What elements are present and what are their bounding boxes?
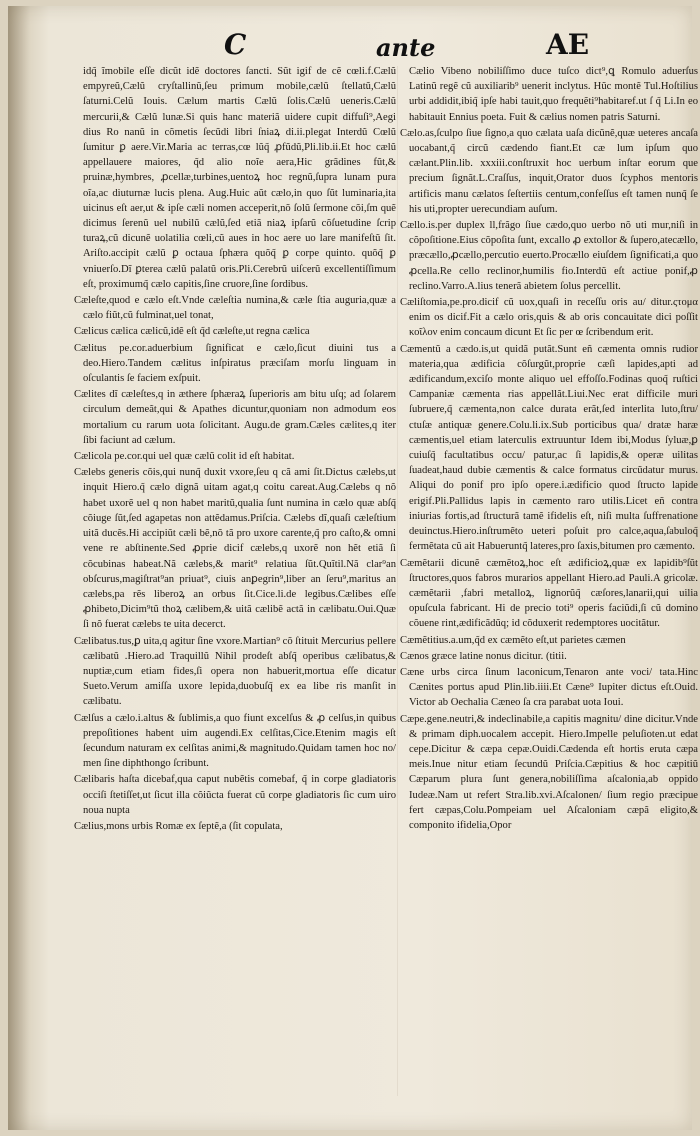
dictionary-entry: Cællo.is.per duplex ll,frãgo ſiue cædo,quo uerbo nõ uti mur,niſi in cõpoſitione.Eius cõpoſita ſunt, excallo ꝓ extollor & ſupero,atecællo, præcællo,ꝓcællo,percutio euerto.Procællo eiuſdem ſignificati,a quo ꝓcella.Re cello reclinor,humilis fio.Interdũ eſt actiue ponif,ꝓ reclino.Varro.A.lius tenerã abietem ſolus percellit. — [400, 220, 698, 292]
dictionary-entry: Cælicola pe.cor.qui uel quæ cælũ colit id eſt habitat. — [74, 451, 295, 463]
header-center-word: ante — [376, 33, 436, 62]
dictionary-entry: Cæne urbs circa ſinum laconicum,Tenaron ante voci/ tata.Hinc Cænites portus apud Plin.lib.iiii.Et Cæne⁹ Iupiter dictus eſt.Ouid. Victor ab Oechalia Cæneo ſa cra parabat uota Ioui. — [400, 666, 698, 709]
dictionary-entry: Cæmẽtarii dicunẽ cæmẽtoꝝ,hoc eſt ædificioꝝ,quæ ex lapidib⁹ſũt ſtructores,quos fabros murarios appellant Hiero.ad Pauli.A gricolæ. cæmẽtarii ,fabri metalloꝝ, lignorũq̃ cæſores,lanarii,qui uilia opuſcula fabricant. Hi de precio toti⁹ operis faciũdi,ſi cũ domino cõuene rint,ædificãdũq; id cõduxerit redemptores uocitãtur. — [400, 557, 698, 630]
dictionary-entry: Cæmentũ a cædo.is,ut quidã putãt.Sunt eñ cæmenta omnis rudior materia,qua ædificia cõſurgũt,proprie cæſi lapides,apti ad ædificandum,exciſo monte aliquo uel effoſſo.Fodinas quoq̃ ruſtici Campaniæ cæmenta rias appellãt.Liui.Nec erat difficile muri ſubruere,q̃ cæmenta,non calce durata erãt,ſed interlita luto,ſtru/ ctuſæ antiquæ genere.Colu.li.ix.Sub porticibus qua/ dratæ haræ cæmentis,uel etiam laterculis extruuntur Idem ibi,Modus ſyluæ,ꝑ cuiuſq̃ facultatibus occu/ patur,ac ſi lapidis,& operæ uilitas ſuadeat,haud dubie cæmentis & calce formatus circũdatur murus. Aliqui do ponif pro ipſo opere.i.ædificio quod ſtructo lapide erigif.Pli.Pallidus lapis in cæmento raro utilis.Licet eñ contra iniurias fortis,ad ſtructurã tamẽ ifidelis eſt, niſi multa ſuffrenatione deuinctus.Hiero.inſtrumẽto ueteri poſuit pro calce,aqua,ſabuloq̃ fermẽtata cũ ait Habueruntq̃ lateres,pro ſaxis,bitumen pro cæmento. — [400, 343, 698, 553]
dictionary-entry: Cælitus pe.cor.aduerbium ſignificat e cælo,ſicut diuini tus a deo.Hiero.Tandem cælitus inſpiratus præciſam morſu linguam in oſculantis ſe faciem exſpuit. — [74, 342, 396, 385]
right-text-column — [400, 64, 698, 1104]
book-page — [8, 6, 698, 1130]
left-text-column — [74, 64, 396, 1104]
dictionary-entry: Cælites dĩ cæleſtes,q in æthere ſphæraꝝ ſuperioris am bitu uſq; ad ſolarem circulum demeãt,qui & Apathes dicuntur,quoniam non admodum eos mortalium cu rarum uota ſolicitant. Augu.de gram.Cæles cælites,q iter ſibi faciunt ad cælum. — [74, 389, 396, 446]
page-gutter-shadow — [8, 6, 30, 1130]
dictionary-entry: Cæpe.gene.neutri,& indeclinabile,a capitis magnitu/ dine dicitur.Vnde & primam diph.uocalem accepit. Hiero.Impelle peluſioten.ut edat cepe.Dicitur & cæpa cepæ.Ouidi.Cædenda eſt hortis eruta cæpa meis.Inue nitur etiam ſecundũ Priſcia.Cæpitius & hoc cæpitiũ Cæparum plura ſunt genera,nobiliſſima aſcalonia,ab oppido Iudeæ.Nam ut refert Stra.lib.xvi.Aſcalonen/ ſium regio præcipue fert cæpas,Colu.Pompeiam uel Aſcaloniam cæpã eligito,& componito ifidelia,Opor — [400, 713, 698, 831]
dictionary-entry: Cælo.as,ſculpo ſiue ſigno,a quo cælata uaſa dicũnẽ,quæ ueteres ancaſa uocabant,q̃ circũ cædendo fiant.Et cæ lum ipſum quo cælant.Plin.lib. xxxiii.conſtruxit hoc uerbum inſtar eorum que precium ſignãt.L.Craſſus, inquit,Orator duos ſcyphos mentoris artificis manu cælatos ſeſtertiis centum,confeſſus eſt tamen nunq̃ ſe his uti,propter uerecundiam auſum. — [400, 127, 698, 215]
dictionary-entry: Cæmẽtitius.a.um,q̃d ex cæmẽto eſt,ut parietes cæmen — [400, 634, 626, 646]
header-right-letters: AE — [546, 28, 590, 61]
dictionary-entry: Cælibatus.tus,ꝑ uita,q agitur ſine vxore.Martian⁹ cõ ſtituit Mercurius pellere cælibatũ .Hiero.ad Traquillũ Nihil prodeſt abſq̃ operibus cælibatus,& nuptiæ,cum etiam fides,ſi opera non habuerit,mortua eſſe dicatur Sueto.Verum amiſſa uxore lepida,duobuſq̃ ex ea libe ris manſit in cælibatu. — [74, 635, 396, 708]
running-header — [8, 28, 692, 62]
dictionary-entry: Cælio Vibeno nobiliſſimo duce tuſco dict⁹,ꝗ Romulo aduerſus Latinũ regẽ cũ auxiliarib⁹ uenerit inclytus. Hũc montẽ Tul.Hoſtilius urbi addidit,ibiq̃ ipſe habi tauit,quo frequẽti⁹habitaref.ut ſ q̃ Li.In eo habitauit Ennius poeta. Fuit & cælius nomen patris Saturni. — [409, 66, 698, 123]
dictionary-entry: Cælibaris haſta dicebaf,qua caput nubẽtis comebaf, q̃ in corpe gladiatoris occiſi ſtetiſſet,ut ſicut illa cõiũcta fuerat cũ corpe gladiatoris ſic cum uiro noua nupta — [74, 774, 396, 816]
dictionary-entry: Cælebs generis cõis,qui nunq̃ duxit vxore,ſeu q cã ami ſit.Dictus cælebs,ut inquit Hiero.q̃ cælo dignã uitam agat,q coitu careat.Aug.Cælebs q nõ habet uxorẽ uel q non habet maritũ,qualia ſunt numina in cælo quæ abſq̃ cõiuge ſũt,ſed agapetas non attẽdamus.Priſcia. Cælebs dĩ,quaſi cæleſtium uitã ducẽs.Hi accipiũt cæli bẽ,nõ tã pro uxore carente,q̃ pro caſto,& omni vene re abſtinente.Sed ꝓprie dicif cælebs,q uxorẽ non hẽt etiã ſi cõcubinas habeat.Nã cælebs,& marit⁹ relatiua ſũt.Quĩtil.Nã clar⁹an obſcurus,magiſtrat⁹an priuat⁹, ciuis anꝑegrin⁹,liber an ſeru⁹,maritus an cælebs,pa rẽs liberoꝝ an orbus ſit.Cice.li.de legibus.Cælibes eſſe ꝓhibeto,Dicim⁹tũ thoꝝ cælibem,& uitã cælibẽ actã in cælibatu.Oui.Quæ ſi nõ fuerat cælebs te uita decerct. — [74, 467, 396, 631]
dictionary-entry: Cælicus cælica cælicũ,idẽ eſt q̃d cæleſte,ut regna cælica — [74, 326, 310, 338]
dictionary-entry: Cælſus a cælo.i.altus & ſublimis,a quo fiunt excelſus & ꝓ celſus,in quibus prepoſitiones habent uim augendi.Ex celſitas,Cice.Etenim magis eſt ſecundum naturam ex celſitas animi,& magnitudo.Quidam tamen hoc no/ men ſine diphthongo ſcribunt. — [74, 712, 396, 770]
dictionary-entry: idq̃ ĩmobile eſſe dicũt idẽ doctores ſancti. Sũt igif de cẽ cœli.f.Cælũ empyreũ,Cælũ cryſtallinũ,ſeu primum mobile,cælũ ſtellatũ,Cælũ ſaturni.Celũ Iouis. Cælum martis Cælũ ſolis.Cælũ ueneris.Cælũ mercurii,& Cælũ lunæ.Si quis hanc materiã uidere cupit diffuſi⁹,Aegi dius Ro nanũ in cõmetis ſecũdi libri ſniaꝝ di.ii.plegat Interdũ Cœlũ ſumitur ꝑ aere.Vir.Maria ac terras,cœ lũq̃ ꝓfũdũ,Pli.lib.ii.Et hoc cælũ appellauere maiores, q̃d alio noĩe aera,Hic grãdines fũt,& pruinæ,hymbres, ꝓcellæ,turbines,uentoꝝ hoc regnũ,ſupra lunam pura oĩa,ac diuturnæ lucis plena. Aug.Huic aũt cælo,in quo ſũt luminaria,ita uicinus eſt aer,ut & ipſe cæli nomen acceperit,nõ ſolũ ſermone cõi,ſm quẽ dicimus ſerenũ uel nubilũ cælũ,ſed etiã niaꝝ ipſarũ cõſuetudine ſcrip turaꝝ,cũ dicunẽ uolatilia cœli,cũ aues in hoc aere uo lare manifeſtũ ſit. Ariſto.accipit cælũ ꝑ octaua ſphæra quõq̃ ꝑ corpe quinto. quõq̃ ꝑ vniuerſo.Dĩ ꝑterea cælũ palatũ oris.Pli.Cerebrũ uiſcerũ excellentiſſimum eſt, proximumq̃ cælo capitis,ſine cruore,ſine ſordibus. — [83, 66, 396, 290]
dictionary-entry: Cænos græce latine nonus dicitur. (titii. — [400, 650, 567, 662]
header-left-letter: C — [224, 28, 247, 61]
dictionary-entry: Cæleſte,quod e cælo eſt.Vnde cæleſtia numina,& cæle ſtia auguria,quæ a cælo fiũt,cũ fulminat,uel tonat, — [74, 295, 396, 322]
column-divider — [397, 66, 398, 1096]
dictionary-entry: Cæliſtomia,pe.pro.dicif cũ uox,quaſi in receſſu oris au/ ditur.ςτομα enim os dicif.Fit a cælo oris,quis & ab oris concauitate dici poſſit κοῖλον enim concaum dicunt Et ſic per œ ſcribendum erit. — [400, 297, 698, 339]
dictionary-entry: Cælius,mons urbis Romæ ex ſeptẽ,a (ſit copulata, — [74, 820, 283, 832]
